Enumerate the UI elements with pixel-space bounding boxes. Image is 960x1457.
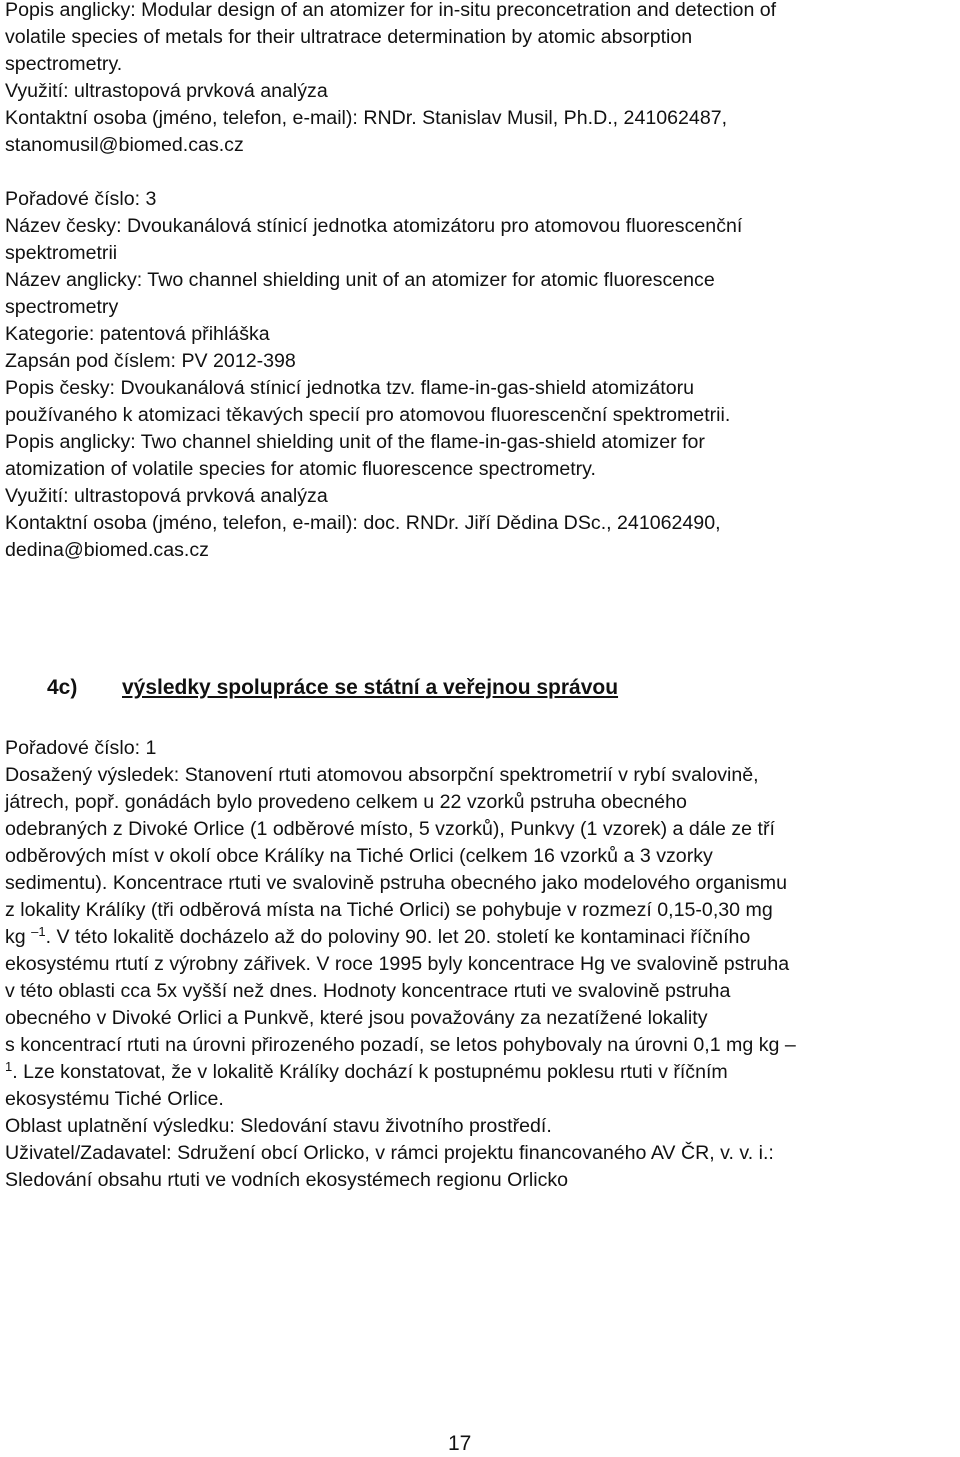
text-line: volatile species of metals for their ultratrace determination by atomic absorption [5,26,693,48]
text-line: ekosystému rtutí z výrobny zářivek. V roce 1995 byly koncentrace Hg ve svalovině pstruha [5,953,790,975]
text-line: z lokality Králíky (tři odběrová místa na Tiché Orlici) se pohybuje v rozmezí 0,15-0,30 mg [5,899,773,921]
vyuziti-line [5,483,957,510]
field-value: ultrastopová prvková analýza [68,80,328,102]
field-label: Název anglicky: [5,269,143,291]
field-value: Stanovení rtuti atomovou absorpční spektrometrií v rybí svalovině, [179,764,759,786]
field-value: 1 [140,737,157,759]
field-label: Název česky: [5,215,122,237]
entry2-tail [5,0,957,159]
poradove-cislo-line [5,186,957,213]
text-line: atomization of volatile species for atomic fluorescence spectrometry. [5,458,596,480]
text-line: odběrových míst v okolí obce Králíky na Tiché Orlici (celkem 16 vzorků a 3 vzorky [5,845,713,867]
text-line: sedimentu). Koncentrace rtuti ve svalovině pstruha obecného jako modelového organismu [5,872,788,894]
kg-line [5,924,957,951]
field-value: Sledování stavu životního prostředí. [234,1115,552,1137]
field-label: Uživatel/Zadavatel: [5,1142,172,1164]
field-label: Pořadové číslo: [5,188,141,210]
text-line: v této oblasti cca 5x vyšší než dnes. Hodnoty koncentrace rtuti ve svalovině pstruha [5,980,731,1002]
email-line: stanomusil@biomed.cas.cz [5,134,244,156]
kategorie-line [5,321,957,348]
field-label: Popis česky: [5,377,115,399]
popis-cesky-line [5,375,957,402]
field-label: Kategorie: [5,323,95,345]
field-value: ultrastopová prvková analýza [68,485,328,507]
field-label: Dosažený výsledek: [5,764,180,786]
entry3 [5,186,957,564]
text-line: používaného k atomizaci těkavých specií pro atomovou fluorescenční spektrometrii. [5,404,731,426]
page-number: 17 [448,1432,472,1455]
field-value: Two channel shielding unit of an atomizer for atomic fluorescence [142,269,715,291]
email-line: dedina@biomed.cas.cz [5,539,209,561]
superscript: –1 [31,924,46,939]
superscript: 1 [5,1059,13,1074]
field-value: patentová přihláška [94,323,270,345]
text-line: játrech, popř. gonádách bylo provedeno celkem u 22 vzorků pstruha obecného [5,791,687,813]
field-label: Popis anglicky: [5,431,136,453]
field-value: 3 [140,188,157,210]
field-value: Two channel shielding unit of the flame-in-gas-shield atomizer for [135,431,705,453]
field-label: Popis anglicky: [5,0,136,21]
field-label: Využití: [5,80,69,102]
result1 [5,735,957,1194]
field-value: Sdružení obcí Orlicko, v rámci projektu financovaného AV ČR, v. v. i.: [171,1142,774,1164]
uzivatel-line [5,1140,957,1167]
vyuziti-line [5,78,957,105]
text-line: spectrometry. [5,53,123,75]
exponent-line [5,1059,957,1086]
field-value: Dvoukanálová stínicí jednotka tzv. flame-in-gas-shield atomizátoru [115,377,695,399]
text-segment: . V této lokalitě docházelo až do poloviny 90. let 20. století ke kontaminaci říčního [45,926,751,948]
oblast-line [5,1113,957,1140]
field-label: Zapsán pod číslem: [5,350,176,372]
text-line: spektrometrii [5,242,118,264]
text-line: odebraných z Divoké Orlice (1 odběrové místo, 5 vzorků), Punkvy (1 vzorek) a dále ze tří [5,818,775,840]
popis-anglicky-line [5,0,957,24]
section-heading [47,676,618,700]
popis-anglicky-line [5,429,957,456]
unit-text: kg [5,926,32,948]
text-line: spectrometry [5,296,119,318]
text-line: Sledování obsahu rtuti ve vodních ekosystémech regionu Orlicko [5,1169,569,1191]
field-value: doc. RNDr. Jiří Dědina DSc., 241062490, [357,512,721,534]
section-number: 4c) [47,676,78,699]
text-segment: . Lze konstatovat, že v lokalitě Králíky dochází k postupnému poklesu rtuti v říčním [12,1061,728,1083]
field-label: Využití: [5,485,69,507]
field-label: Kontaktní osoba (jméno, telefon, e-mail): [5,107,358,129]
poradove-cislo-line [5,735,957,762]
field-label: Pořadové číslo: [5,737,141,759]
field-label: Oblast uplatnění výsledku: [5,1115,235,1137]
field-value: RNDr. Stanislav Musil, Ph.D., 241062487, [357,107,728,129]
text-line: s koncentrací rtuti na úrovni přirozeného pozadí, se letos pohybovaly na úrovni 0,1 mg kg – [5,1034,796,1056]
dosazeny-vysledek-line [5,762,957,789]
text-line: ekosystému Tiché Orlice. [5,1088,224,1110]
kontakt-line [5,510,957,537]
zapsan-line [5,348,957,375]
nazev-anglicky-line [5,267,957,294]
nazev-cesky-line [5,213,957,240]
text-line: obecného v Divoké Orlici a Punkvě, které jsou považovány za nezatížené lokality [5,1007,708,1029]
section-title: výsledky spolupráce se státní a veřejnou správou [122,676,619,699]
field-value: Dvoukanálová stínicí jednotka atomizátoru pro atomovou fluorescenční [121,215,743,237]
field-value: Modular design of an atomizer for in-situ preconcetration and detection of [135,0,777,21]
field-value: PV 2012-398 [176,350,296,372]
field-label: Kontaktní osoba (jméno, telefon, e-mail): [5,512,358,534]
kontakt-line [5,105,957,132]
